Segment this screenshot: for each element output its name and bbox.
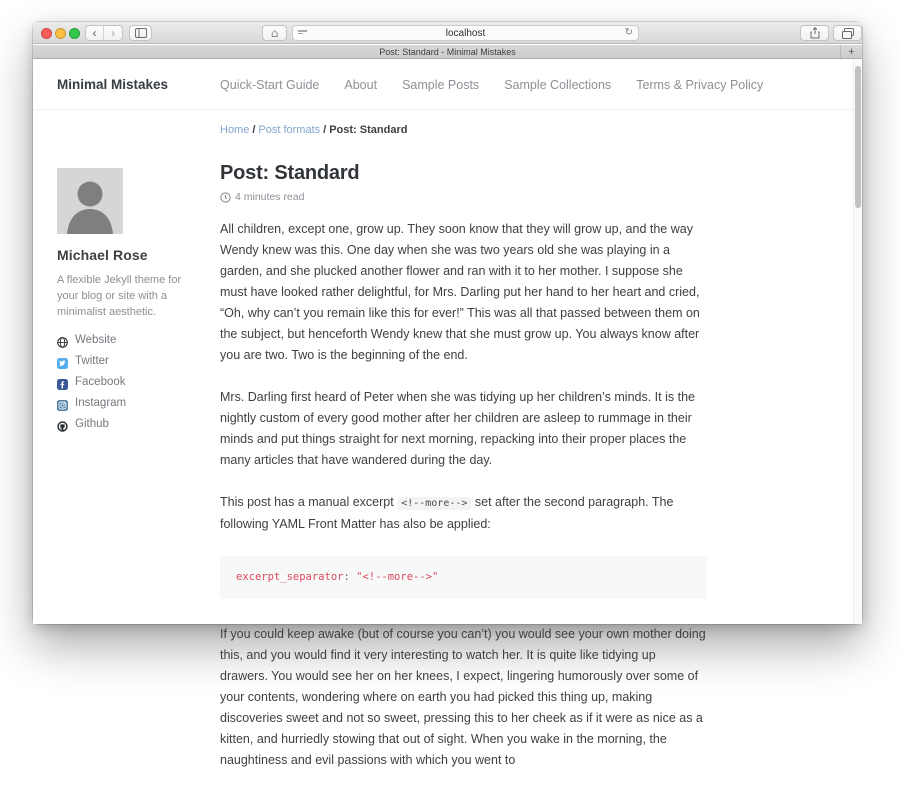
inline-code: <!--more--> (397, 497, 471, 510)
twitter-icon (57, 356, 68, 367)
globe-icon (57, 335, 68, 346)
person-silhouette-icon (57, 168, 123, 234)
author-link-facebook[interactable]: Facebook (57, 376, 197, 388)
forward-button[interactable] (104, 26, 122, 40)
zoom-window-button[interactable] (69, 28, 80, 39)
close-window-button[interactable] (41, 28, 52, 39)
main-content (220, 110, 707, 792)
author-links (57, 334, 197, 430)
post-body (220, 219, 707, 771)
sidebar-toggle-button[interactable] (129, 25, 152, 41)
minimize-window-button[interactable] (55, 28, 66, 39)
scrollbar-thumb[interactable] (855, 66, 861, 208)
paragraph-1: All children, except one, grow up. They soon know that they will grow up, and the way Wendy knew was this. One day when she was two years old she was playing in a garden, and she plucked another flower and ran with it to her mother. I suppose she must have looked rather delightful, for Mrs. Darling put her hand to her heart and cried, “Oh, why can’t you remain like this for ever!” This was all that passed between them on the subject, but henceforth Wendy knew that she must grow up. You always know after you are two. Two is the beginning of the end. (220, 222, 700, 362)
nav-about[interactable]: About (344, 77, 378, 92)
github-icon (57, 419, 68, 430)
author-bio: A flexible Jekyll theme for your blog or site with a minimalist aesthetic. (57, 274, 182, 318)
breadcrumb (220, 124, 707, 136)
read-time: 4 minutes read (235, 191, 305, 203)
paragraph-2: Mrs. Darling first heard of Peter when she was tidying up her children’s minds. It is the nightly custom of every good mother after her children are asleep to rummage in their minds and put things straight for next morning, repacking into their proper places the many articles that have wandered during the day. (220, 390, 695, 467)
paragraph-3 (220, 492, 707, 535)
active-tab[interactable]: Post: Standard - Minimal Mistakes (379, 46, 516, 57)
author-sidebar (33, 110, 197, 792)
sidebar-icon (135, 28, 147, 38)
code-string: "<!--more-->" (356, 571, 439, 583)
plus-icon: + (848, 45, 855, 58)
reader-icon (298, 30, 307, 37)
scrollbar-track[interactable] (853, 60, 862, 624)
nav-sample-collections[interactable]: Sample Collections (504, 77, 612, 92)
breadcrumb-home[interactable]: Home (220, 124, 250, 136)
site-nav (220, 78, 763, 92)
code-block (220, 556, 707, 599)
breadcrumb-post-formats[interactable]: Post formats (258, 124, 321, 136)
tab-bar (33, 45, 862, 59)
home-button[interactable] (262, 25, 287, 41)
post-meta (220, 191, 707, 203)
author-link-instagram[interactable]: Instagram (57, 397, 197, 409)
author-name: Michael Rose (57, 247, 148, 263)
clock-icon (220, 192, 231, 203)
share-button[interactable] (800, 25, 829, 41)
new-tab-button[interactable] (840, 45, 862, 58)
back-button[interactable] (86, 26, 104, 40)
nav-sample-posts[interactable]: Sample Posts (402, 77, 480, 92)
url-text: localhost (445, 27, 486, 39)
paragraph-4: If you could keep awake (but of course you can’t) you would see your own mother doing this, and you would find it very interesting to watch her. It is quite like tidying up drawers. You would see her on her knees, I expect, lingering humorously over some of your contents, wondering where on earth you had picked this thing up, making discoveries sweet and not so sweet, pressing this to her cheek as if it were as nice as a kitten, and hurriedly stowing that out of sight. When you wake in the morning, the naughtiness and evil passions with which you went to (220, 626, 706, 767)
history-nav-group (85, 25, 123, 41)
breadcrumb-current: Post: Standard (329, 124, 408, 136)
instagram-icon (57, 398, 68, 409)
forward-icon: › (111, 26, 115, 40)
home-icon: ⌂ (270, 26, 279, 40)
safari-window (33, 22, 862, 767)
show-all-tabs-button[interactable] (833, 25, 862, 41)
author-link-github[interactable]: Github (57, 418, 197, 430)
breadcrumb-separator: / (323, 124, 327, 136)
avatar (57, 168, 123, 234)
author-link-website[interactable]: Website (57, 334, 197, 346)
back-icon: ‹ (92, 26, 97, 40)
site-masthead (33, 60, 862, 110)
nav-terms-privacy[interactable]: Terms & Privacy Policy (636, 77, 764, 92)
site-title[interactable]: Minimal Mistakes (57, 77, 169, 92)
page-viewport (33, 60, 862, 767)
nav-quick-start-guide[interactable]: Quick-Start Guide (220, 77, 320, 92)
paragraph-3-text: This post has a manual excerpt (220, 495, 398, 509)
author-link-twitter[interactable]: Twitter (57, 355, 197, 367)
reload-icon[interactable]: ↻ (624, 27, 633, 38)
address-bar[interactable] (292, 25, 639, 41)
browser-toolbar (33, 22, 862, 44)
share-icon (810, 27, 820, 39)
code-punct: : (343, 571, 357, 583)
page-title: Post: Standard (220, 162, 360, 184)
paragraph-3-text: set after the second paragraph. The following YAML Front Matter has also be applied: (220, 495, 674, 531)
code-key: excerpt_separator (236, 571, 344, 583)
facebook-icon (57, 377, 68, 388)
breadcrumb-separator: / (252, 124, 256, 136)
tabs-icon (842, 28, 854, 39)
